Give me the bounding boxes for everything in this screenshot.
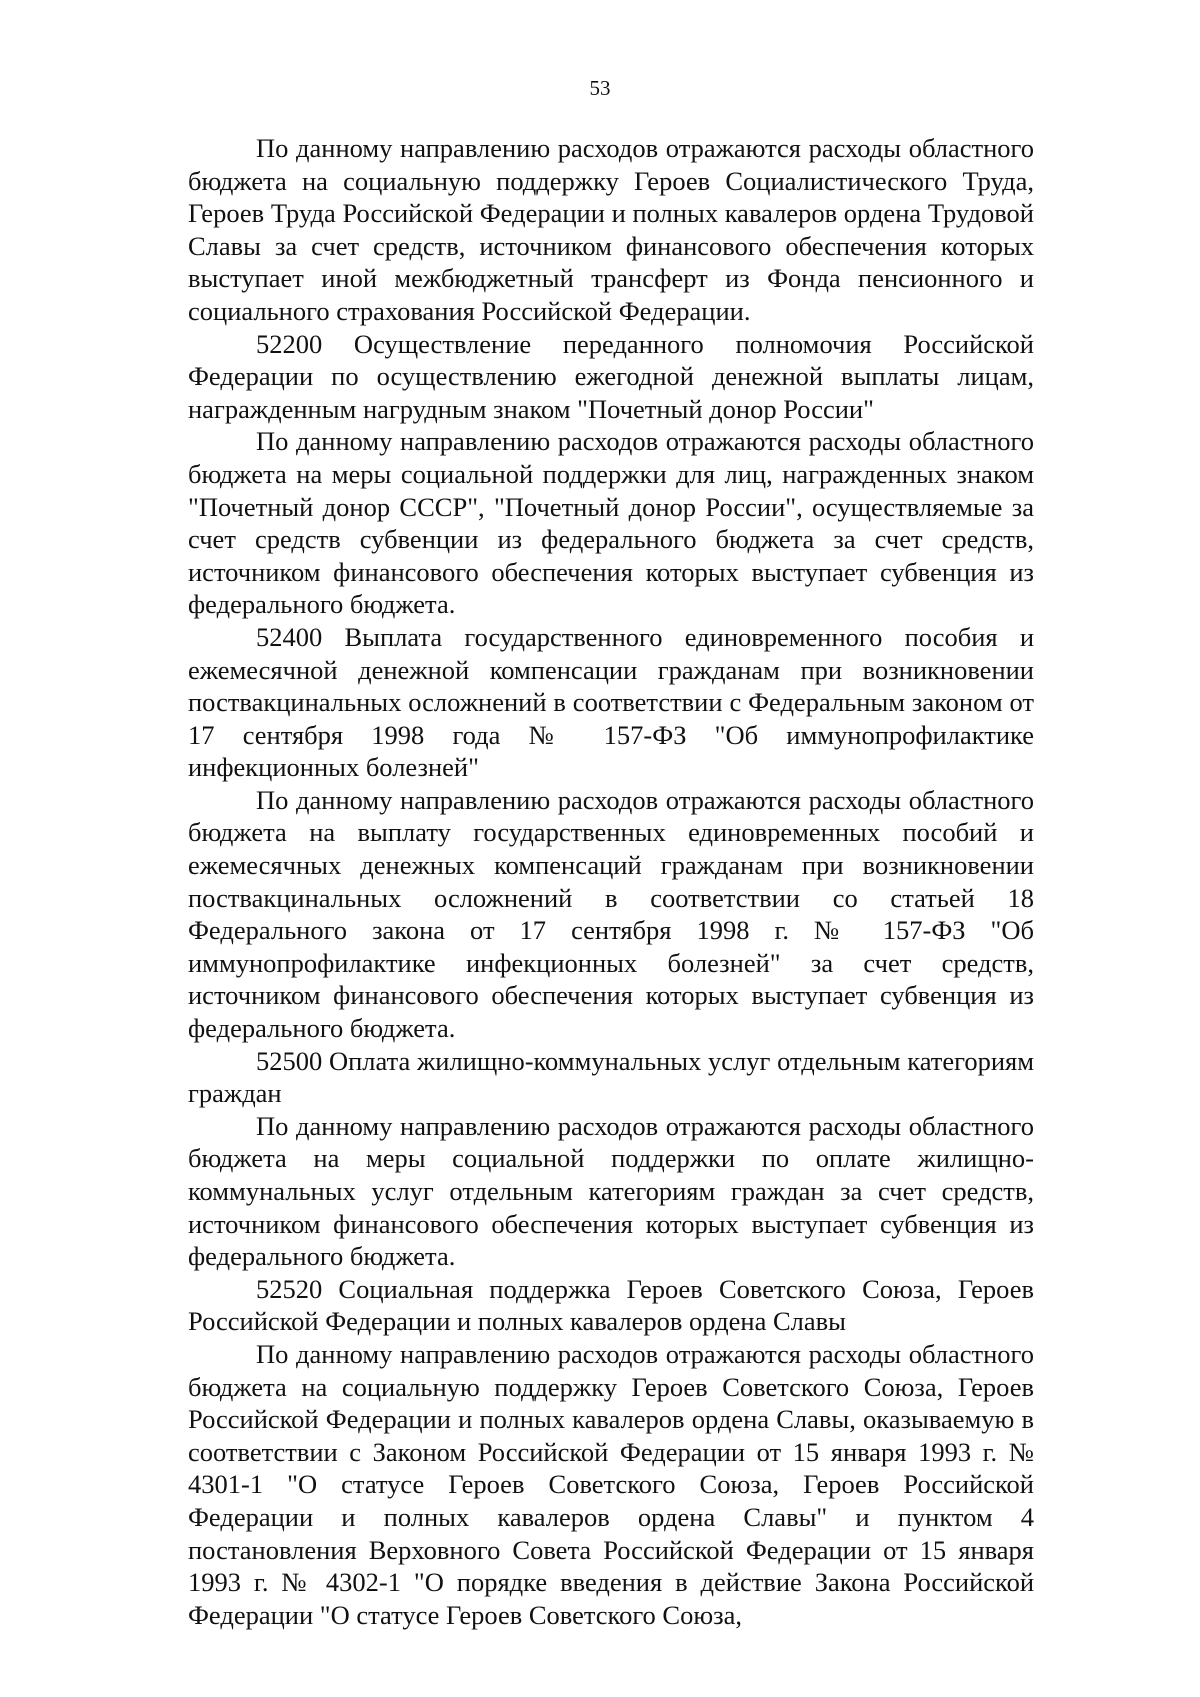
paragraph-donor-support: По данному направлению расходов отражаются расходы областного бюджета на меры социальной поддержки для лиц, награжденных знаком "Почетный донор СССР", "Почетный донор России", осуществляемые за счет средств субвенции из федерального бюджета за счет средств, источником финансового обеспечения которых выступает субвенция из федерального бюджета. xyxy=(188,426,1034,620)
paragraph-housing-utilities: По данному направлению расходов отражаются расходы областного бюджета на меры социальной поддержки по оплате жилищно-коммунальных услуг отдельным категориям граждан за счет средств, источником финансового обеспечения которых выступает субвенция из федерального бюджета. xyxy=(188,1110,1034,1272)
paragraph-hero-labor-support: По данному направлению расходов отражаются расходы областного бюджета на социальную поддержку Героев Социалистического Труда, Героев Труда Российской Федерации и полных кавалеров ордена Трудовой Славы за счет средств, источником финансового обеспечения которых выступает иной межбюджетный трансферт из Фонда пенсионного и социального страхования Российской Федерации. xyxy=(188,133,1034,326)
paragraph-heading-52400: 52400 Выплата государственного единовременного пособия и ежемесячной денежной компенсации гражданам при возникновении поствакцинальных осложнений в соответствии с Федеральным законом от 17 сентября 1998 года № 157-ФЗ "Об иммунопрофилактике инфекционных болезней" xyxy=(188,621,1034,783)
paragraph-soviet-heroes-support: По данному направлению расходов отражаются расходы областного бюджета на социальную поддержку Героев Советского Союза, Героев Российской Федерации и полных кавалеров ордена Славы, оказываемую в соответствии с Законом Российской Федерации от 15 января 1993 г. № 4301-1 "О статусе Героев Советского Союза, Героев Российской Федерации и полных кавалеров ордена Славы" и пунктом 4 постановления Верховного Совета Российской Федерации от 15 января 1993 г. № 4302-1 "О порядке введения в действие Закона Российской Федерации "О статусе Героев Советского Союза, xyxy=(188,1338,1034,1630)
paragraph-vaccination-compensation: По данному направлению расходов отражаются расходы областного бюджета на выплату государственных единовременных пособий и ежемесячных денежных компенсаций гражданам при возникновении поствакцинальных осложнений в соответствии со статьей 18 Федерального закона от 17 сентября 1998 г. № 157-ФЗ "Об иммунопрофилактике инфекционных болезней" за счет средств, источником финансового обеспечения которых выступает субвенция из федерального бюджета. xyxy=(188,784,1034,1044)
paragraph-heading-52500: 52500 Оплата жилищно-коммунальных услуг отдельным категориям граждан xyxy=(188,1045,1034,1109)
paragraph-heading-52520: 52520 Социальная поддержка Героев Советского Союза, Героев Российской Федерации и полных кавалеров ордена Славы xyxy=(188,1273,1034,1337)
document-body xyxy=(188,132,1034,1631)
page-number: 53 xyxy=(589,76,611,100)
paragraph-heading-52200: 52200 Осуществление переданного полномочия Российской Федерации по осуществлению ежегодной денежной выплаты лицам, награжденным нагрудным знаком "Почетный донор России" xyxy=(188,328,1034,424)
